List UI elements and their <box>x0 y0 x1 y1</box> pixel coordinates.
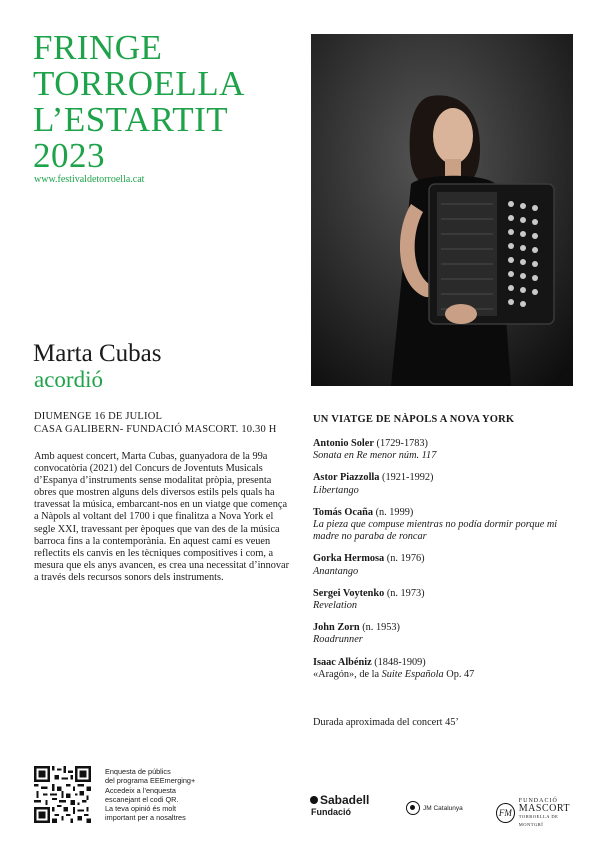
concert-description: Amb aquest concert, Marta Cubas, guanyadora de la 99a convocatòria (2021) del Concurs de Joventuts Musicals d’Espanya d’instruments sense modalitat pròpia, presenta obres que mostren alguns dels diversos estils pels quals ha travessat la música, embarcant-nos en un viatge que comença a Nàpols al voltant del 1700 i que finalitza a Nova York el segle XXI, travessant per èpoques que van des de la música barroca fins a la contemporània. En aquest camí es veuen reflectits els canvis en les tècniques compositives i com, a mesura que els anys avancen, es crea una necessitat d’innovar a través dels recursos sonors dels instruments. <box>34 451 290 583</box>
program-piece <box>313 472 583 496</box>
performer-photo <box>311 34 573 386</box>
mascort-top: FUNDACIÓ <box>518 798 558 804</box>
program-piece <box>313 588 583 612</box>
survey-line: del programa EEEmerging+ <box>105 776 196 786</box>
work-title-italic: Suite Española <box>381 668 444 680</box>
performer-name: Marta Cubas <box>33 340 162 367</box>
work-title: Anantango <box>313 565 359 577</box>
program-piece <box>313 438 583 462</box>
composer-name: Tomás Ocaña <box>313 506 373 518</box>
composer-name: Sergei Voytenko <box>313 587 385 599</box>
concert-duration: Durada aproximada del concert 45’ <box>313 717 459 728</box>
work-title: Revelation <box>313 600 358 612</box>
program-piece <box>313 622 583 646</box>
work-title: Roadrunner <box>313 634 363 646</box>
survey-line: Enquesta de públics <box>105 767 171 776</box>
sabadell-logo <box>310 793 369 817</box>
composer-dates: (n. 1976) <box>386 553 425 565</box>
program-title: UN VIATGE DE NÀPOLS A NOVA YORK <box>313 414 515 425</box>
sponsor-logos <box>310 793 580 827</box>
performer-instrument: acordió <box>34 367 103 392</box>
work-title: Sonata en Re menor núm. 117 <box>313 450 437 462</box>
survey-line: Accedeix a l’enquesta <box>105 785 176 795</box>
survey-line: escanejant el codi QR. <box>105 794 179 804</box>
program-piece <box>313 507 583 544</box>
work-title: Libertango <box>313 484 359 496</box>
work-title-prefix: «Aragón», de la <box>313 668 382 680</box>
composer-name: Isaac Albéniz <box>313 656 372 668</box>
survey-text <box>105 767 215 823</box>
composer-name: Antonio Soler <box>313 438 374 449</box>
composer-dates: (1729-1783) <box>376 438 428 449</box>
festival-title-line-4: 2023 <box>33 136 105 175</box>
sabadell-name: Sabadell <box>320 793 370 807</box>
program-piece <box>313 657 583 681</box>
event-venue: CASA GALIBERN- FUNDACIÓ MASCORT. 10.30 H <box>34 424 277 435</box>
festival-title-line-2: TORROELLA <box>33 64 245 103</box>
festival-title <box>33 30 245 174</box>
event-date: DIUMENGE 16 DE JULIOL <box>34 411 163 422</box>
qr-code[interactable] <box>34 766 91 823</box>
festival-url-link[interactable]: www.festivaldetorroella.cat <box>34 174 145 185</box>
composer-dates: (1848-1909) <box>374 656 426 668</box>
mascort-mark-icon: FM <box>496 803 515 823</box>
composer-name: Astor Piazzolla <box>313 472 380 484</box>
composer-dates: (n. 1999) <box>375 506 414 518</box>
work-title-suffix: Op. 47 <box>443 668 475 680</box>
mascort-sub: TORROELLA DE MONTGRÍ <box>518 814 559 827</box>
jm-name: JM Catalunya <box>423 804 463 812</box>
jm-circle-icon <box>406 801 420 815</box>
work-title <box>313 669 583 681</box>
festival-title-line-3: L’ESTARTIT <box>33 100 229 139</box>
composer-dates: (n. 1953) <box>362 622 400 634</box>
mascort-name: MASCORT <box>518 803 571 814</box>
sabadell-sub: Fundació <box>311 807 351 817</box>
composer-dates: (n. 1973) <box>386 587 425 599</box>
jm-catalunya-logo <box>406 801 463 815</box>
composer-name: John Zorn <box>313 622 360 634</box>
sabadell-dot-icon <box>310 796 318 804</box>
survey-line: La teva opinió és molt <box>105 804 176 814</box>
festival-title-line-1: FRINGE <box>33 28 163 67</box>
composer-dates: (1921-1992) <box>382 472 434 484</box>
work-title: La pieza que compuse mientras no podía dormir porque mi madre no paraba de roncar <box>313 519 558 543</box>
program-piece <box>313 553 583 577</box>
survey-line: important per a nosaltres <box>105 813 186 823</box>
composer-name: Gorka Hermosa <box>313 553 385 565</box>
mascort-logo <box>496 797 580 829</box>
program-list <box>313 438 583 691</box>
